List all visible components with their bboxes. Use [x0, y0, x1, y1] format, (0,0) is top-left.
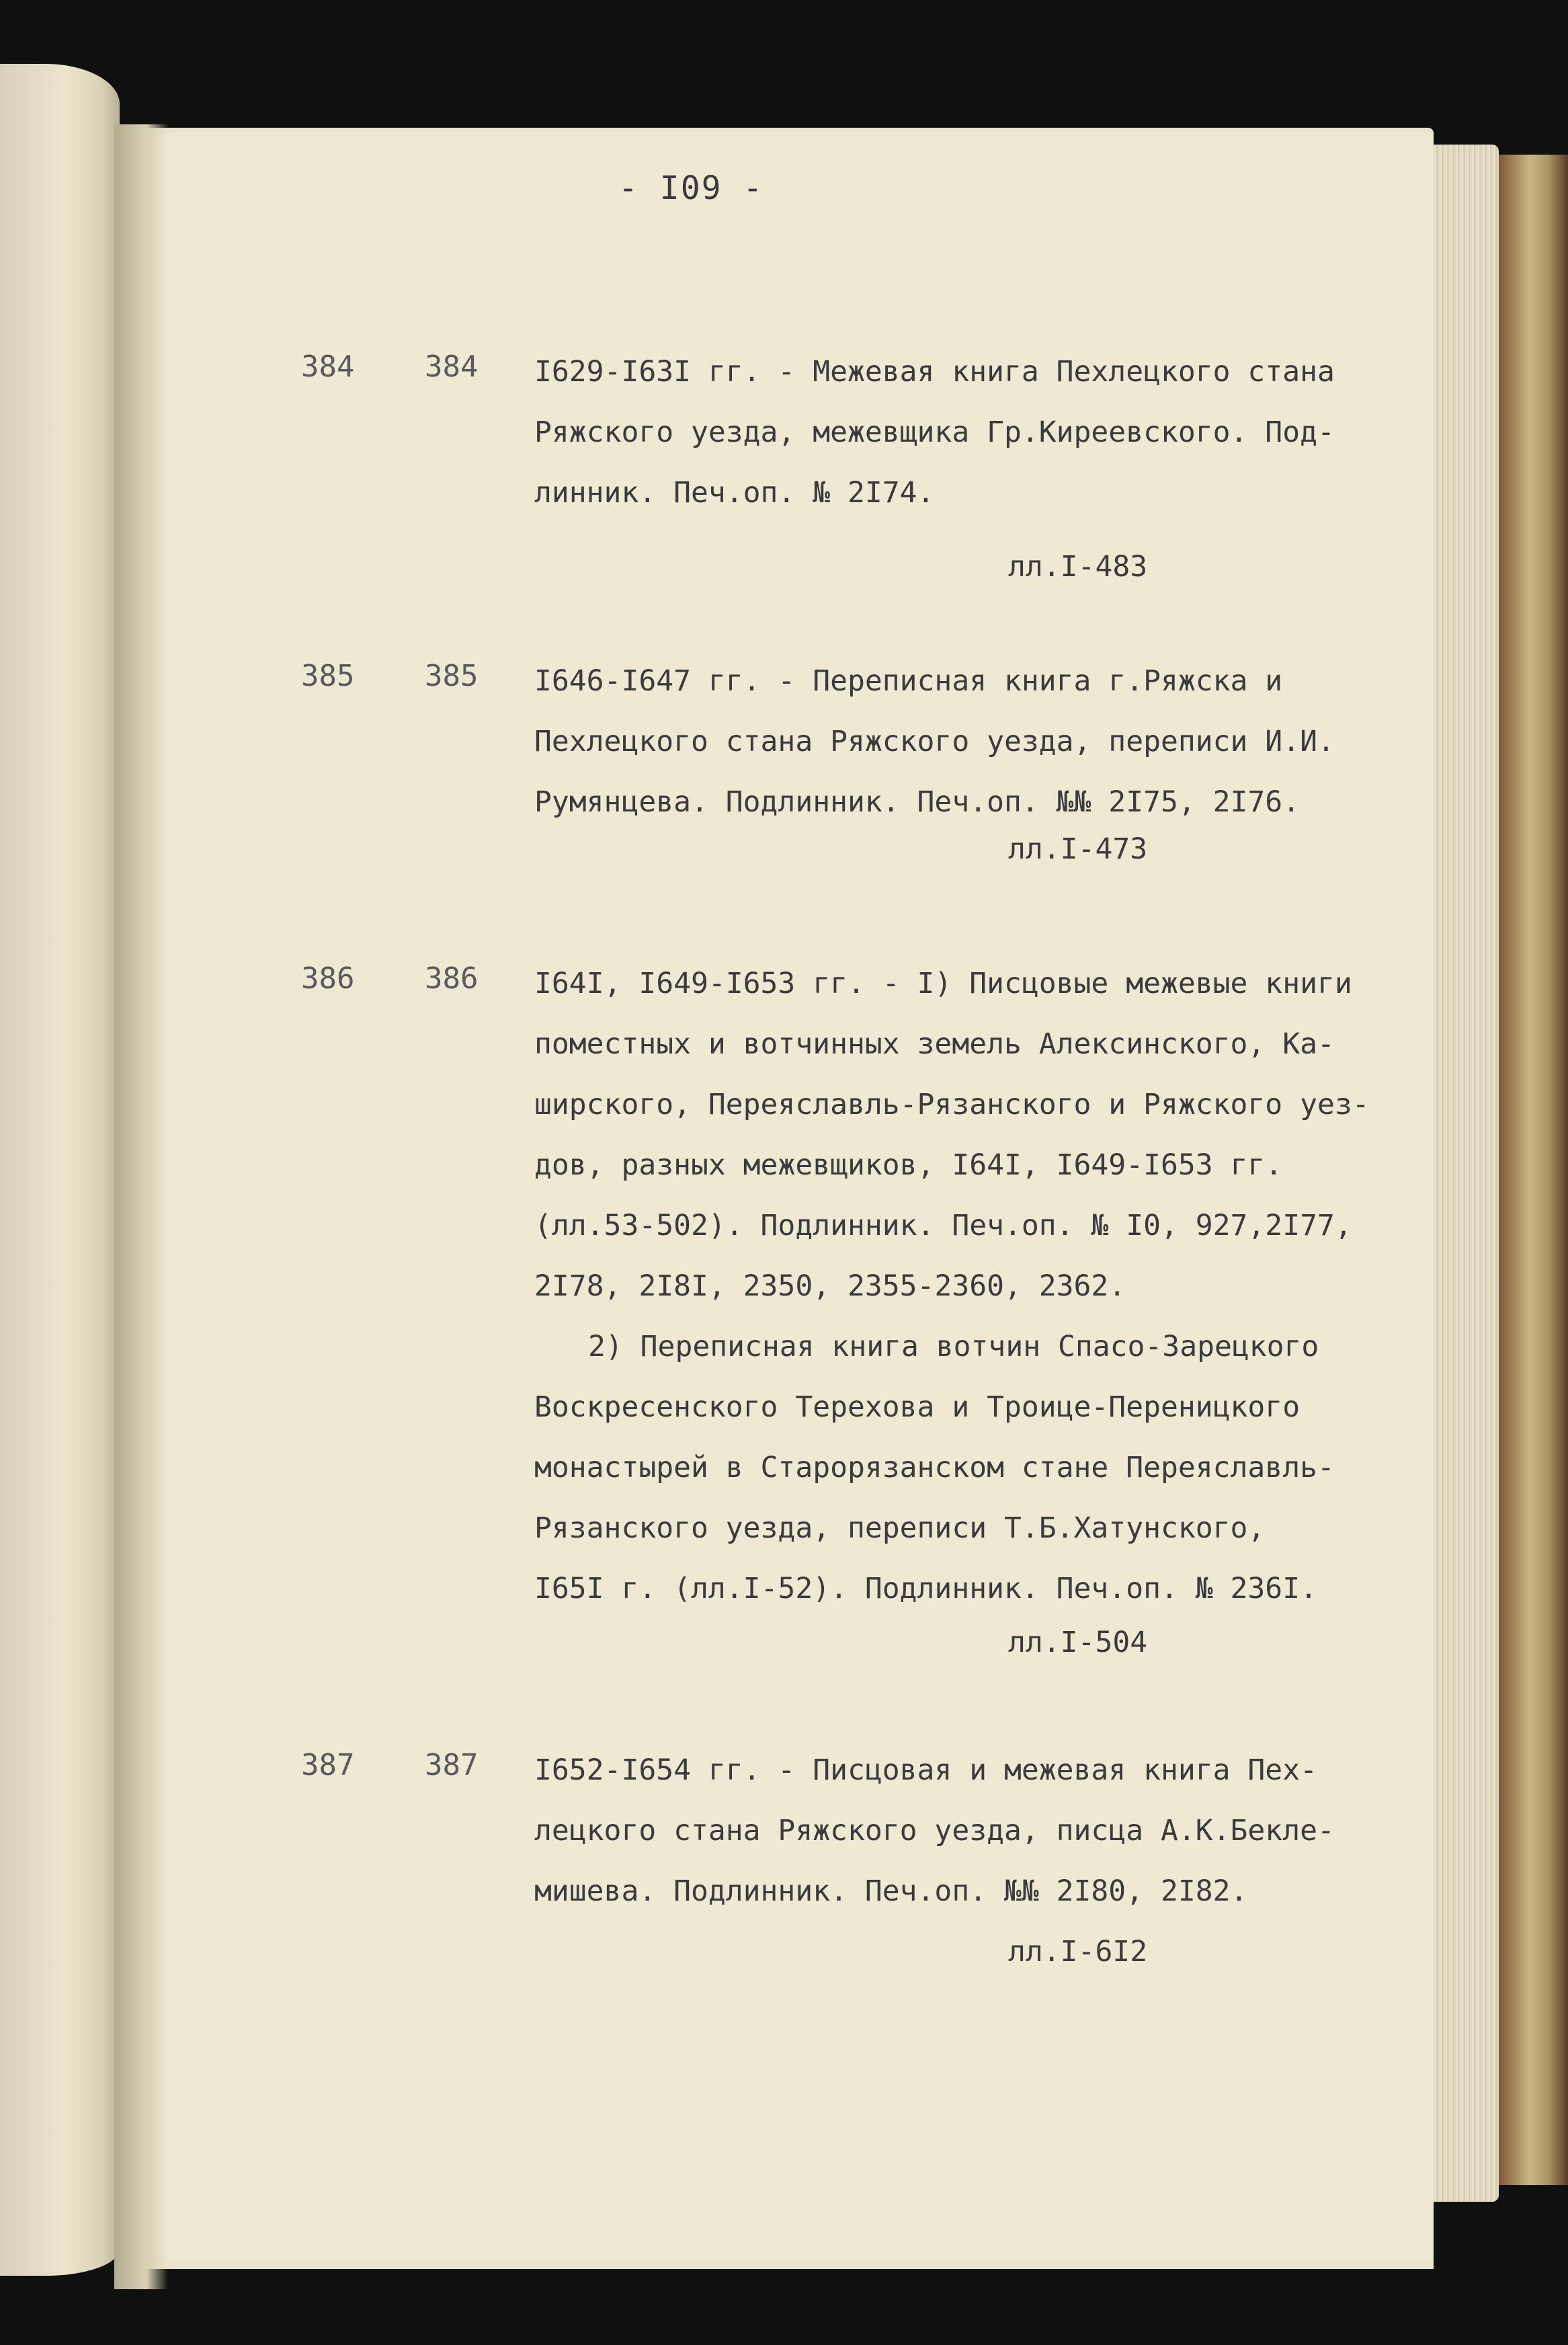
entry-line: ширского, Переяславль-Рязанского и Ряжского уез-	[534, 1088, 1370, 1121]
entry-sheets: лл.I-483	[1008, 550, 1148, 584]
entry-sheets: лл.I-6I2	[1008, 1935, 1148, 1969]
entry-text	[534, 1740, 1408, 1921]
entry-line: монастырей в Старорязанском стане Переяславль-	[534, 1451, 1335, 1484]
entry-sheets: лл.I-473	[1008, 832, 1148, 866]
entry-line: мишева. Подлинник. Печ.оп. №№ 2I80, 2I82.	[534, 1874, 1248, 1908]
entry-number: 384	[301, 350, 355, 384]
entry-line: 2I78, 2I8I, 2350, 2355-2360, 2362.	[534, 1269, 1126, 1303]
entry-line: I646-I647 гг. - Переписная книга г.Ряжска и	[534, 664, 1283, 698]
entry-line: Воскресенского Терехова и Троице-Переницкого	[534, 1390, 1301, 1424]
entry-line: 2) Переписная книга вотчин Спасо-Зарецкого	[588, 1330, 1319, 1363]
entry-line: дов, разных межевщиков, I64I, I649-I653 гг.	[534, 1148, 1283, 1182]
entry-line: поместных и вотчинных земель Алексинского, Ка-	[534, 1027, 1335, 1061]
page-number: - I09 -	[618, 169, 764, 207]
entry-line: (лл.53-502). Подлинник. Печ.оп. № I0, 927,2I77,	[534, 1209, 1352, 1242]
entry-number: 385	[301, 659, 355, 693]
entry-number-secondary: 386	[425, 961, 479, 996]
page-gutter-shadow	[114, 124, 168, 2289]
entry-line: Рязанского уезда, переписи Т.Б.Хатунского,	[534, 1511, 1266, 1545]
entry-text	[534, 651, 1408, 832]
facing-page-left	[0, 64, 120, 2276]
entry-line: лецкого стана Ряжского уезда, писца А.К.Бекле-	[534, 1814, 1335, 1847]
document-page	[133, 128, 1434, 2269]
entry-number-secondary: 385	[425, 659, 479, 693]
entry-line: Пехлецкого стана Ряжского уезда, переписи И.И.	[534, 725, 1335, 758]
entry-line: Ряжского уезда, межевщика Гр.Киреевского. Под-	[534, 415, 1335, 449]
entry-line: линник. Печ.оп. № 2I74.	[534, 476, 935, 510]
entry-number: 386	[301, 961, 355, 996]
entry-number-secondary: 384	[425, 350, 479, 384]
entry-line: I629-I63I гг. - Межевая книга Пехлецкого стана	[534, 355, 1335, 389]
entry-line: I652-I654 гг. - Писцовая и межевая книга Пех-	[534, 1753, 1317, 1787]
entry-number: 387	[301, 1748, 355, 1782]
entry-line: I64I, I649-I653 гг. - I) Писцовые межевые книги	[534, 967, 1352, 1000]
entry-number-secondary: 387	[425, 1748, 479, 1782]
entry-text	[534, 953, 1408, 1619]
entry-sheets: лл.I-504	[1008, 1626, 1148, 1659]
entry-line: I65I г. (лл.I-52). Подлинник. Печ.оп. № 236I.	[534, 1572, 1317, 1605]
entry-line: Румянцева. Подлинник. Печ.оп. №№ 2I75, 2I76.	[534, 785, 1301, 819]
entry-text	[534, 342, 1408, 523]
